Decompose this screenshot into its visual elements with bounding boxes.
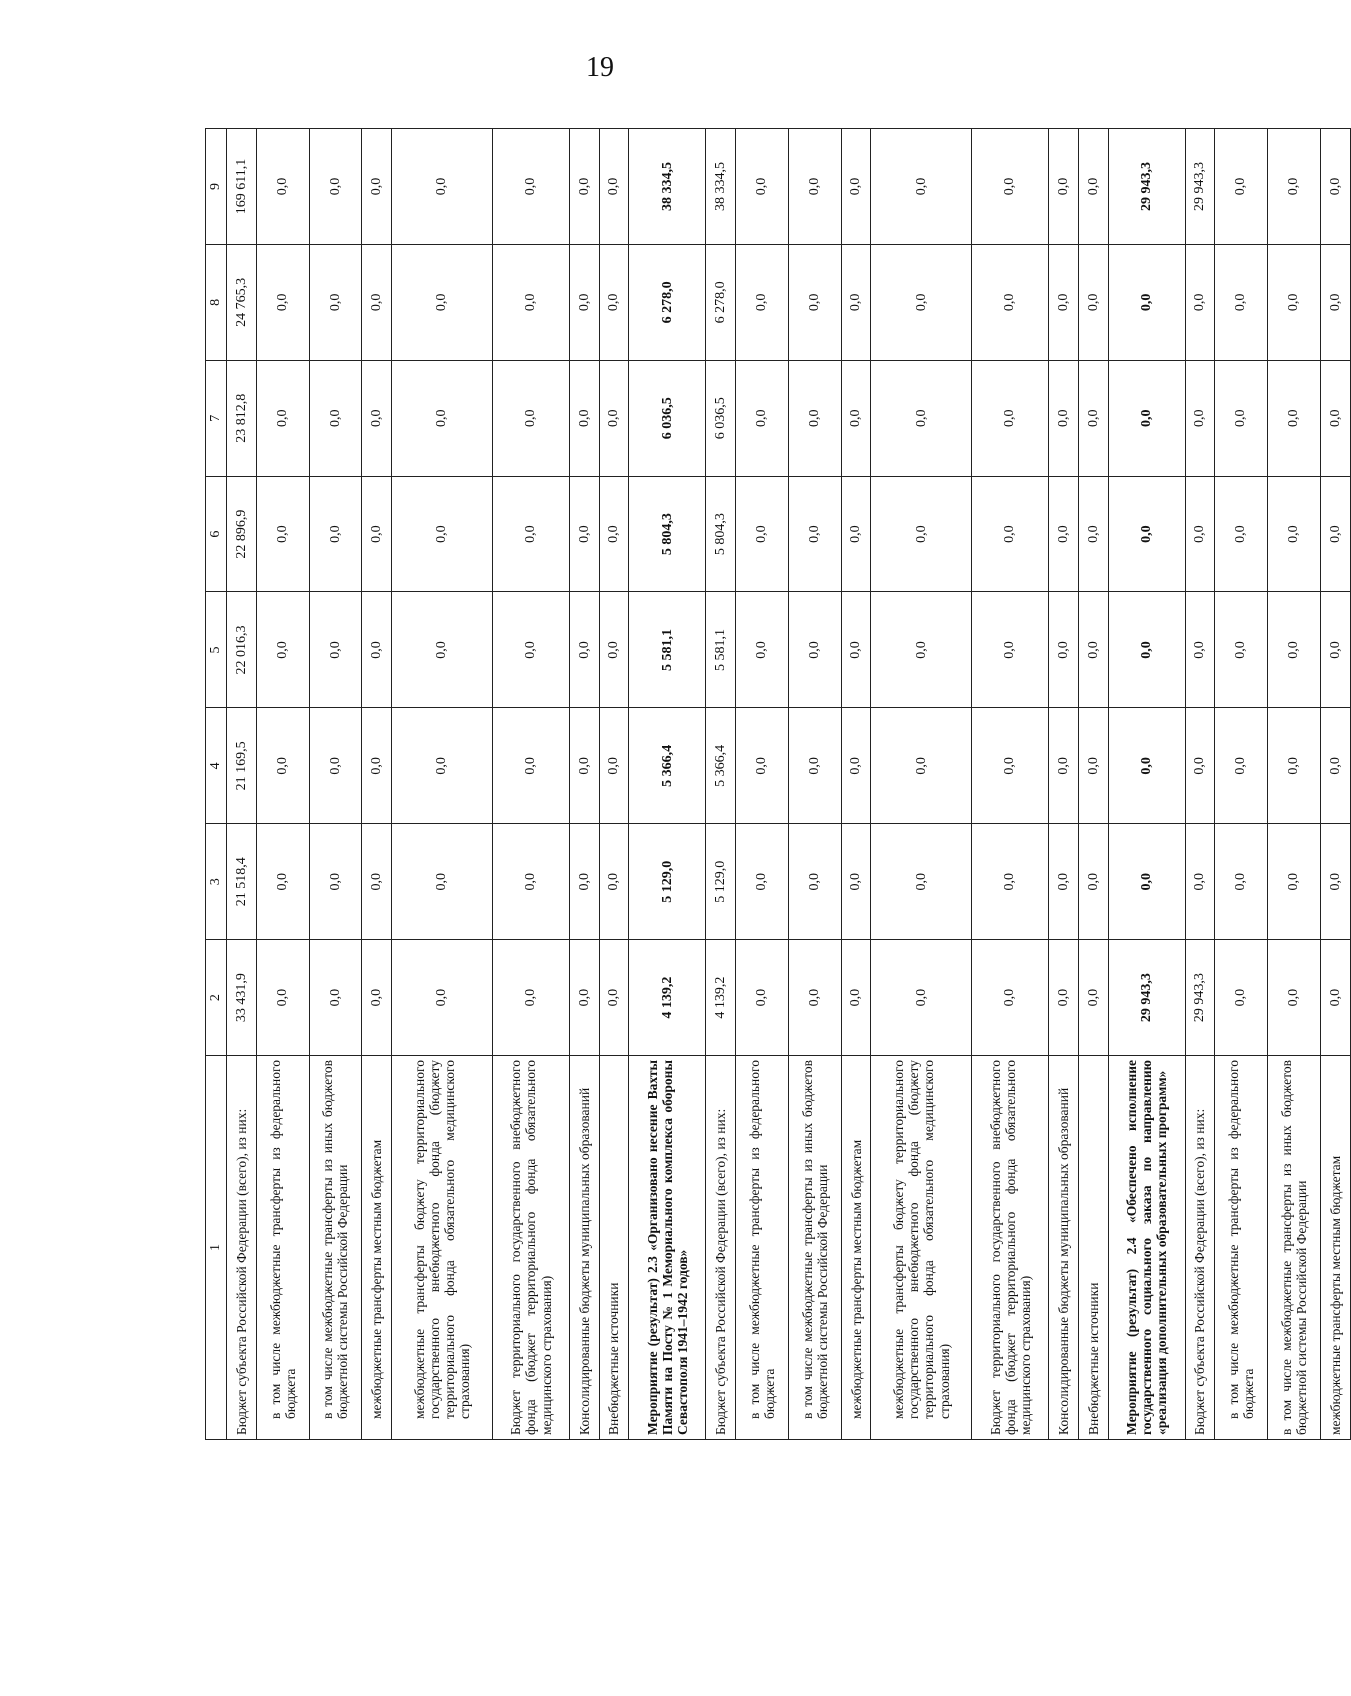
value-cell: 0,0 <box>1321 708 1351 824</box>
value-cell: 5 581,1 <box>706 592 736 708</box>
value-cell: 29 943,3 <box>1185 129 1215 245</box>
value-cell: 0,0 <box>1078 476 1108 592</box>
value-cell: 0,0 <box>1268 244 1321 360</box>
table-container <box>205 128 1351 1440</box>
value-cell: 0,0 <box>1215 476 1268 592</box>
value-cell: 0,0 <box>1108 244 1185 360</box>
value-cell: 0,0 <box>599 940 629 1056</box>
page-number: 19 <box>586 52 614 83</box>
table-row <box>1268 129 1321 1440</box>
value-cell: 0,0 <box>1268 708 1321 824</box>
value-cell: 169 611,1 <box>227 129 257 245</box>
column-header-6: 6 <box>206 476 227 592</box>
value-cell: 0,0 <box>1215 824 1268 940</box>
table-row <box>788 129 841 1440</box>
value-cell: 0,0 <box>1049 824 1079 940</box>
value-cell: 0,0 <box>1078 708 1108 824</box>
value-cell: 29 943,3 <box>1185 940 1215 1056</box>
value-cell: 0,0 <box>788 476 841 592</box>
value-cell: 0,0 <box>256 244 309 360</box>
value-cell: 0,0 <box>1215 940 1268 1056</box>
table-row <box>1108 129 1185 1440</box>
value-cell: 0,0 <box>392 940 493 1056</box>
table-row <box>493 129 570 1440</box>
value-cell: 0,0 <box>871 244 972 360</box>
table-row <box>362 129 392 1440</box>
column-header-8: 8 <box>206 244 227 360</box>
value-cell: 0,0 <box>841 360 871 476</box>
value-cell: 0,0 <box>392 244 493 360</box>
table-row <box>569 129 599 1440</box>
value-cell: 0,0 <box>736 708 789 824</box>
value-cell: 0,0 <box>1049 244 1079 360</box>
value-cell: 5 366,4 <box>706 708 736 824</box>
value-cell: 0,0 <box>871 708 972 824</box>
value-cell: 0,0 <box>309 708 362 824</box>
value-cell: 0,0 <box>1108 708 1185 824</box>
value-cell: 0,0 <box>493 244 570 360</box>
value-cell: 0,0 <box>569 360 599 476</box>
table-row <box>256 129 309 1440</box>
value-cell: 0,0 <box>841 129 871 245</box>
value-cell: 0,0 <box>309 592 362 708</box>
value-cell: 0,0 <box>788 592 841 708</box>
value-cell: 0,0 <box>362 129 392 245</box>
value-cell: 0,0 <box>256 592 309 708</box>
value-cell: 0,0 <box>1049 592 1079 708</box>
value-cell: 0,0 <box>871 592 972 708</box>
value-cell: 0,0 <box>1185 244 1215 360</box>
value-cell: 0,0 <box>1049 708 1079 824</box>
value-cell: 0,0 <box>1321 129 1351 245</box>
value-cell: 22 016,3 <box>227 592 257 708</box>
row-label: Внебюджетные источники <box>1078 1056 1108 1440</box>
value-cell: 0,0 <box>1108 476 1185 592</box>
value-cell: 0,0 <box>392 360 493 476</box>
value-cell: 24 765,3 <box>227 244 257 360</box>
value-cell: 0,0 <box>841 940 871 1056</box>
value-cell: 0,0 <box>362 476 392 592</box>
budget-table <box>205 128 1351 1440</box>
table-row <box>871 129 972 1440</box>
value-cell: 0,0 <box>493 360 570 476</box>
value-cell: 0,0 <box>1078 244 1108 360</box>
rotated-table-area <box>205 128 1351 1440</box>
value-cell: 0,0 <box>569 244 599 360</box>
value-cell: 0,0 <box>569 940 599 1056</box>
row-label: в том числе межбюджетные трансферты из иных бюджетов бюджетной системы Российской Федерации <box>1268 1056 1321 1440</box>
value-cell: 0,0 <box>493 129 570 245</box>
value-cell: 0,0 <box>493 708 570 824</box>
table-row <box>1215 129 1268 1440</box>
table-row <box>1185 129 1215 1440</box>
value-cell: 0,0 <box>362 940 392 1056</box>
table-row <box>1078 129 1108 1440</box>
column-header-9: 9 <box>206 129 227 245</box>
value-cell: 0,0 <box>309 360 362 476</box>
value-cell: 0,0 <box>599 708 629 824</box>
value-cell: 0,0 <box>1268 940 1321 1056</box>
value-cell: 0,0 <box>392 824 493 940</box>
value-cell: 0,0 <box>256 824 309 940</box>
value-cell: 0,0 <box>1321 824 1351 940</box>
value-cell: 0,0 <box>256 708 309 824</box>
row-label: Внебюджетные источники <box>599 1056 629 1440</box>
value-cell: 0,0 <box>972 940 1049 1056</box>
value-cell: 0,0 <box>1215 244 1268 360</box>
value-cell: 0,0 <box>569 592 599 708</box>
value-cell: 0,0 <box>309 244 362 360</box>
value-cell: 0,0 <box>841 592 871 708</box>
value-cell: 0,0 <box>569 824 599 940</box>
value-cell: 0,0 <box>1268 476 1321 592</box>
value-cell: 0,0 <box>871 360 972 476</box>
value-cell: 0,0 <box>1215 360 1268 476</box>
value-cell: 0,0 <box>736 129 789 245</box>
table-body <box>227 129 1351 1440</box>
value-cell: 0,0 <box>392 708 493 824</box>
row-label: Бюджет субъекта Российской Федерации (всего), из них: <box>1185 1056 1215 1440</box>
value-cell: 0,0 <box>569 708 599 824</box>
value-cell: 6 036,5 <box>629 360 706 476</box>
column-header-7: 7 <box>206 360 227 476</box>
value-cell: 0,0 <box>972 824 1049 940</box>
value-cell: 0,0 <box>493 476 570 592</box>
table-row <box>1321 129 1351 1440</box>
value-cell: 29 943,3 <box>1108 129 1185 245</box>
value-cell: 0,0 <box>1268 592 1321 708</box>
value-cell: 0,0 <box>362 708 392 824</box>
value-cell: 0,0 <box>1078 129 1108 245</box>
value-cell: 6 278,0 <box>629 244 706 360</box>
value-cell: 0,0 <box>972 360 1049 476</box>
value-cell: 0,0 <box>362 824 392 940</box>
value-cell: 0,0 <box>256 476 309 592</box>
value-cell: 0,0 <box>493 824 570 940</box>
value-cell: 38 334,5 <box>706 129 736 245</box>
row-label: Консолидированные бюджеты муниципальных образований <box>1049 1056 1079 1440</box>
value-cell: 0,0 <box>972 592 1049 708</box>
value-cell: 29 943,3 <box>1108 940 1185 1056</box>
value-cell: 0,0 <box>1078 360 1108 476</box>
value-cell: 0,0 <box>1321 244 1351 360</box>
value-cell: 0,0 <box>1108 824 1185 940</box>
value-cell: 0,0 <box>309 129 362 245</box>
value-cell: 23 812,8 <box>227 360 257 476</box>
row-label: Мероприятие (результат) 2.4 «Обеспечено исполнение государственного социального заказа по направлению «реализация дополнительных образовательных программ» <box>1108 1056 1185 1440</box>
value-cell: 0,0 <box>1215 129 1268 245</box>
value-cell: 0,0 <box>871 129 972 245</box>
table-row <box>309 129 362 1440</box>
value-cell: 22 896,9 <box>227 476 257 592</box>
value-cell: 0,0 <box>788 129 841 245</box>
value-cell: 0,0 <box>362 592 392 708</box>
value-cell: 0,0 <box>972 129 1049 245</box>
value-cell: 21 518,4 <box>227 824 257 940</box>
value-cell: 0,0 <box>309 824 362 940</box>
value-cell: 6 278,0 <box>706 244 736 360</box>
row-label: в том числе межбюджетные трансферты из иных бюджетов бюджетной системы Российской Федерации <box>788 1056 841 1440</box>
table-row <box>227 129 257 1440</box>
value-cell: 0,0 <box>788 824 841 940</box>
value-cell: 0,0 <box>972 244 1049 360</box>
value-cell: 0,0 <box>1321 940 1351 1056</box>
value-cell: 6 036,5 <box>706 360 736 476</box>
value-cell: 0,0 <box>1268 360 1321 476</box>
value-cell: 0,0 <box>1268 129 1321 245</box>
value-cell: 5 804,3 <box>629 476 706 592</box>
row-label: в том числе межбюджетные трансферты из иных бюджетов бюджетной системы Российской Федерации <box>309 1056 362 1440</box>
row-label: межбюджетные трансферты местным бюджетам <box>841 1056 871 1440</box>
value-cell: 0,0 <box>569 129 599 245</box>
column-header-3: 3 <box>206 824 227 940</box>
value-cell: 0,0 <box>493 940 570 1056</box>
column-header-2: 2 <box>206 940 227 1056</box>
value-cell: 21 169,5 <box>227 708 257 824</box>
value-cell: 0,0 <box>1078 824 1108 940</box>
column-header-4: 4 <box>206 708 227 824</box>
value-cell: 0,0 <box>599 476 629 592</box>
value-cell: 0,0 <box>256 360 309 476</box>
row-label: межбюджетные трансферты бюджету территориального государственного внебюджетного фонда (бюджету территориального фонда обязательного медицинского страхования) <box>392 1056 493 1440</box>
row-label: Бюджет территориального государственного внебюджетного фонда (бюджет территориального фонда обязательного медицинского страхования) <box>972 1056 1049 1440</box>
value-cell: 0,0 <box>392 476 493 592</box>
value-cell: 0,0 <box>736 476 789 592</box>
row-label: межбюджетные трансферты местным бюджетам <box>1321 1056 1351 1440</box>
table-row <box>392 129 493 1440</box>
value-cell: 0,0 <box>788 940 841 1056</box>
value-cell: 0,0 <box>841 476 871 592</box>
value-cell: 4 139,2 <box>706 940 736 1056</box>
value-cell: 0,0 <box>1049 360 1079 476</box>
value-cell: 0,0 <box>1215 592 1268 708</box>
table-row <box>972 129 1049 1440</box>
column-header-5: 5 <box>206 592 227 708</box>
header-row <box>206 129 227 1440</box>
value-cell: 0,0 <box>569 476 599 592</box>
value-cell: 0,0 <box>256 129 309 245</box>
value-cell: 0,0 <box>972 476 1049 592</box>
table-row <box>706 129 736 1440</box>
value-cell: 0,0 <box>1078 940 1108 1056</box>
value-cell: 5 581,1 <box>629 592 706 708</box>
value-cell: 0,0 <box>1078 592 1108 708</box>
value-cell: 33 431,9 <box>227 940 257 1056</box>
value-cell: 0,0 <box>841 708 871 824</box>
value-cell: 0,0 <box>736 940 789 1056</box>
row-label: Бюджет территориального государственного внебюджетного фонда (бюджет территориального фонда обязательного медицинского страхования) <box>493 1056 570 1440</box>
row-label: Консолидированные бюджеты муниципальных образований <box>569 1056 599 1440</box>
value-cell: 0,0 <box>788 360 841 476</box>
value-cell: 0,0 <box>736 244 789 360</box>
row-label: в том числе межбюджетные трансферты из федерального бюджета <box>256 1056 309 1440</box>
value-cell: 0,0 <box>493 592 570 708</box>
column-header-1: 1 <box>206 1056 227 1440</box>
value-cell: 0,0 <box>1185 360 1215 476</box>
value-cell: 0,0 <box>1215 708 1268 824</box>
table-row <box>599 129 629 1440</box>
value-cell: 0,0 <box>1185 592 1215 708</box>
value-cell: 0,0 <box>736 360 789 476</box>
value-cell: 0,0 <box>599 824 629 940</box>
value-cell: 0,0 <box>871 824 972 940</box>
value-cell: 0,0 <box>1108 360 1185 476</box>
value-cell: 5 129,0 <box>706 824 736 940</box>
value-cell: 0,0 <box>841 244 871 360</box>
table-row <box>841 129 871 1440</box>
row-label: Мероприятие (результат) 2.3 «Организовано несение Вахты Памяти на Посту № 1 Мемориального комплекса обороны Севастополя 1941–1942 годов» <box>629 1056 706 1440</box>
table-row <box>736 129 789 1440</box>
value-cell: 0,0 <box>1268 824 1321 940</box>
value-cell: 0,0 <box>736 824 789 940</box>
value-cell: 5 366,4 <box>629 708 706 824</box>
row-label: в том числе межбюджетные трансферты из федерального бюджета <box>736 1056 789 1440</box>
value-cell: 0,0 <box>1185 708 1215 824</box>
value-cell: 0,0 <box>1049 940 1079 1056</box>
value-cell: 0,0 <box>392 592 493 708</box>
table-row <box>629 129 706 1440</box>
value-cell: 0,0 <box>362 360 392 476</box>
row-label: Бюджет субъекта Российской Федерации (всего), из них: <box>706 1056 736 1440</box>
value-cell: 0,0 <box>599 244 629 360</box>
value-cell: 0,0 <box>1108 592 1185 708</box>
value-cell: 0,0 <box>1049 129 1079 245</box>
value-cell: 4 139,2 <box>629 940 706 1056</box>
value-cell: 0,0 <box>599 360 629 476</box>
value-cell: 0,0 <box>871 940 972 1056</box>
value-cell: 38 334,5 <box>629 129 706 245</box>
row-label: Бюджет субъекта Российской Федерации (всего), из них: <box>227 1056 257 1440</box>
row-label: межбюджетные трансферты местным бюджетам <box>362 1056 392 1440</box>
value-cell: 0,0 <box>309 476 362 592</box>
value-cell: 0,0 <box>309 940 362 1056</box>
value-cell: 0,0 <box>736 592 789 708</box>
value-cell: 0,0 <box>788 708 841 824</box>
value-cell: 0,0 <box>1321 360 1351 476</box>
value-cell: 0,0 <box>1321 476 1351 592</box>
value-cell: 0,0 <box>972 708 1049 824</box>
value-cell: 5 804,3 <box>706 476 736 592</box>
row-label: в том числе межбюджетные трансферты из федерального бюджета <box>1215 1056 1268 1440</box>
value-cell: 0,0 <box>1321 592 1351 708</box>
value-cell: 0,0 <box>362 244 392 360</box>
value-cell: 0,0 <box>1049 476 1079 592</box>
row-label: межбюджетные трансферты бюджету территориального государственного внебюджетного фонда (бюджету территориального фонда обязательного медицинского страхования) <box>871 1056 972 1440</box>
value-cell: 0,0 <box>788 244 841 360</box>
table-row <box>1049 129 1079 1440</box>
value-cell: 0,0 <box>841 824 871 940</box>
value-cell: 0,0 <box>1185 476 1215 592</box>
value-cell: 0,0 <box>599 592 629 708</box>
value-cell: 0,0 <box>1185 824 1215 940</box>
value-cell: 0,0 <box>871 476 972 592</box>
value-cell: 0,0 <box>256 940 309 1056</box>
value-cell: 0,0 <box>599 129 629 245</box>
value-cell: 0,0 <box>392 129 493 245</box>
value-cell: 5 129,0 <box>629 824 706 940</box>
